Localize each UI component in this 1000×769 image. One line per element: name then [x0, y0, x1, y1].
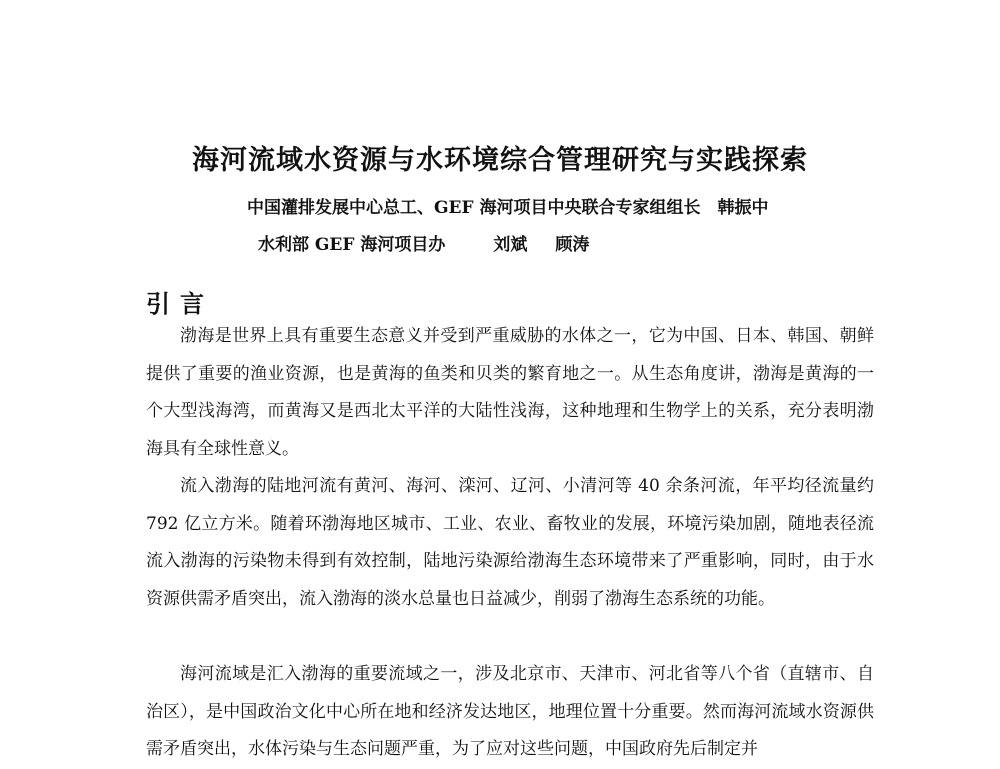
- author-line-secondary: [258, 230, 589, 255]
- body-paragraph: 渤海是世界上具有重要生态意义并受到严重威胁的水体之一，它为中国、日本、韩国、朝鲜提供了重要的渔业资源，也是黄海的鱼类和贝类的繁育地之一。从生态角度讲，渤海是黄海的一个大型浅海湾，而黄海又是西北太平洋的大陆性浅海，这种地理和生物学上的关系，充分表明渤海具有全球性意义。: [146, 326, 874, 459]
- author-organization: 水利部 GEF 海河项目办: [258, 235, 446, 255]
- author-line-primary: 中国灌排发展中心总工、GEF 海河项目中央联合专家组组长 韩振中: [247, 198, 769, 218]
- author-name: 顾涛: [555, 235, 590, 255]
- author-name: 刘斌: [493, 235, 528, 255]
- paper-title: 海河流域水资源与水环境综合管理研究与实践探索: [192, 145, 808, 176]
- body-paragraph: 海河流域是汇入渤海的重要流域之一，涉及北京市、天津市、河北省等八个省（直辖市、自治区），是中国政治文化中心所在地和经济发达地区，地理位置十分重要。然而海河流域水资源供需矛盾突出，水体污染与生态问题严重，为了应对这些问题，中国政府先后制定并: [146, 664, 874, 759]
- body-paragraph: 流入渤海的陆地河流有黄河、海河、滦河、辽河、小清河等 40 余条河流，年平均径流量约 792 亿立方米。随着环渤海地区城市、工业、农业、畜牧业的发展，环境污染加剧，随地表径流流入渤海的污染物未得到有效控制，陆地污染源给渤海生态环境带来了严重影响，同时，由于水资源供需矛盾突出，流入渤海的淡水总量也日益减少，削弱了渤海生态系统的功能。: [146, 476, 874, 609]
- section-heading: 引言: [146, 289, 214, 318]
